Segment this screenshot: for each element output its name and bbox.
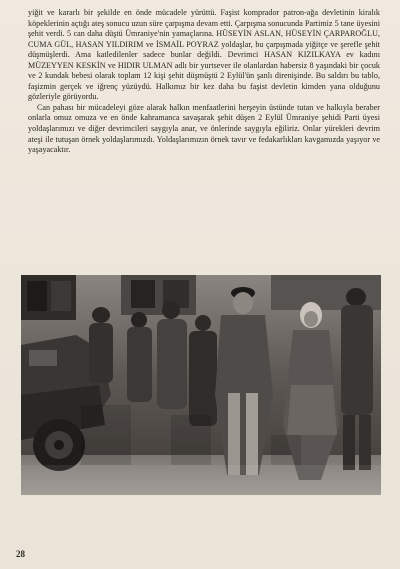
paragraph-1: yiğit ve kararlı bir şekilde en önde mücadele yürüttü. Faşist komprador patron-ağa devletinin kiralık köpeklerinin açtığı ateş sonucu uzun süre çarpışma devam etti. Çarpışma sonucunda Partimiz 5 tane üyesini şehit verdi. 5 can daha düştü Ümraniye'nin yamaçlarına. HÜSEYİN ASLAN, HÜSEYİN ÇARPAROĞLU, CUMA GÜL, HASAN YILDIRIM ve İSMAİL POYRAZ yoldaşlar, bu çarpışmada yiğitçe ve şerefle şehit düşmüşlerdi. Ama katledilenler sadece bunlar değildi. Devrimci HASAN KIZILKAYA ev kadını MÜZEYYEN KESKİN ve HIDIR ULMAN adlı bir yurtsever ile olanlardan habersiz 8 yaşındaki bir çocuk ve 2 kundak bebesi olarak toplam 12 kişi şehit düşmüştü 2 Eylül'ün şanlı direnişinde. Bu saldırı bu tablo, faşizmin gerçek ve iğrenç yüzüydü. Halkımız bir kez daha bu faşist devletin kimden yana olduğunu gözleriyle görüyordu. (28, 8, 380, 102)
protest-photo (21, 275, 381, 495)
page-number: 28 (16, 549, 25, 559)
paragraph-2: Can pahası bir mücadeleyi göze alarak halkın menfaatlerini herşeyin üstünde tutan ve halkıyla beraber onlarla omuz omuza ve en önde kahramanca savaşarak şehit düşen 2 Eylül Ümraniye şehidi Parti üyesi yoldaşlarımızı ve diğer devrimcileri saygıyla anar, ve önlerinde saygıyla eğiliriz. Onlar yürekleri devrim ateşi ile tutuşan örnek yoldaşlarımızdı. Yoldaşlarımızın örnek tavır ve fedakarlıkları kavgamızda yaşıyor ve yaşayacaktır. (28, 102, 380, 155)
body-text (28, 8, 380, 156)
